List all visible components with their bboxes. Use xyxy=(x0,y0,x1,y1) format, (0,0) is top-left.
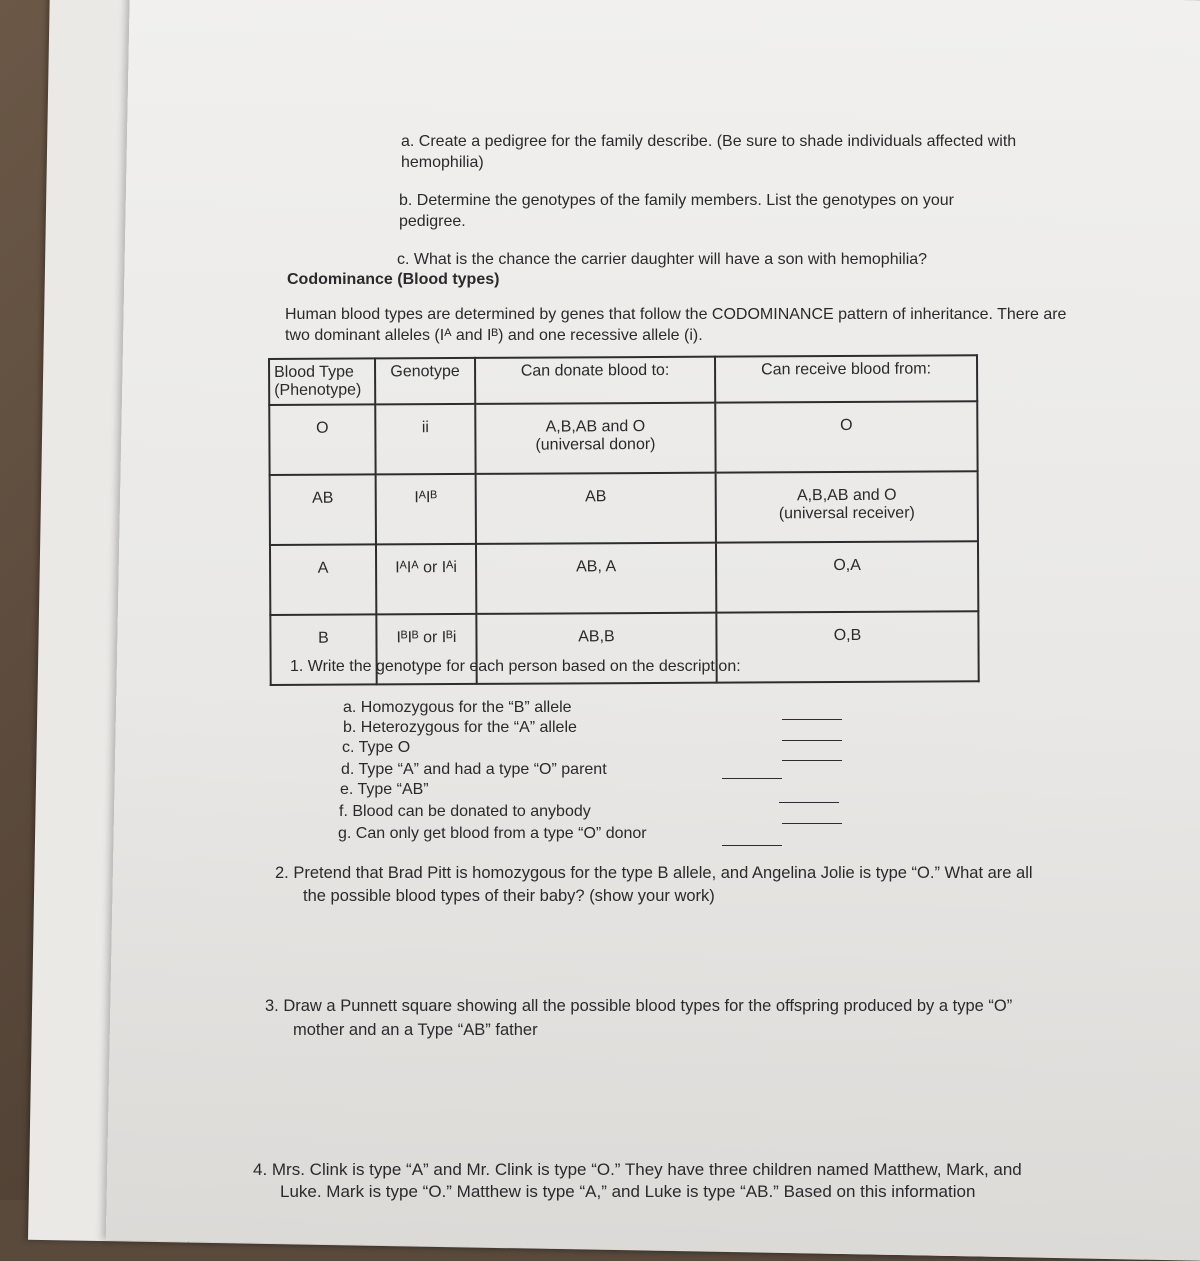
q2-line-2: the possible blood types of their baby? (show your work) xyxy=(303,887,715,905)
header-phenotype xyxy=(269,358,375,405)
donate-value: AB xyxy=(585,488,607,506)
intro-line-1: Human blood types are determined by genes that follow the CODOMINANCE pattern of inheritance. There are xyxy=(285,306,1067,323)
cell-donate xyxy=(475,403,715,474)
q1-item-c: c. Type O xyxy=(342,739,411,756)
cell-donate xyxy=(476,543,716,614)
answer-blank-e[interactable] xyxy=(779,802,839,803)
header-donate: Can donate blood to: xyxy=(475,357,715,404)
header-phenotype-line1: Blood Type xyxy=(274,363,354,381)
q1-item-e: e. Type “AB” xyxy=(340,781,429,798)
cell-type: AB xyxy=(270,474,376,545)
q4-line-2: Luke. Mark is type “O.” Matthew is type “A,” and Luke is type “AB.” Based on this information xyxy=(280,1182,976,1201)
receive-value: O,B xyxy=(833,626,862,645)
question-b-continued: pedigree. xyxy=(399,213,466,230)
cell-type: B xyxy=(270,614,376,685)
q3-line-1: 3. Draw a Punnett square showing all the possible blood types for the offspring produced by a type “O” xyxy=(265,997,1013,1015)
answer-blank-d[interactable] xyxy=(722,778,782,779)
answer-blank-f[interactable] xyxy=(782,823,842,824)
donate-value: AB,B xyxy=(578,628,615,646)
intro-line-2: two dominant alleles (Iᴬ and Iᴮ) and one recessive allele (i). xyxy=(285,327,703,344)
answer-blank-g[interactable] xyxy=(722,845,782,846)
cell-donate xyxy=(476,473,716,544)
q1-item-b: b. Heterozygous for the “A” allele xyxy=(343,719,577,736)
q1-item-g: g. Can only get blood from a type “O” donor xyxy=(338,825,647,842)
cell-receive xyxy=(716,611,978,682)
question-b: b. Determine the genotypes of the family members. List the genotypes on your xyxy=(399,192,954,209)
cell-genotype: IᴬIᴮ xyxy=(376,474,476,545)
donate-value: A,B,AB and O xyxy=(545,418,646,436)
answer-blank-a[interactable] xyxy=(782,719,842,720)
q1-item-a: a. Homozygous for the “B” allele xyxy=(343,699,572,716)
cell-receive xyxy=(715,401,977,472)
table-row xyxy=(270,541,978,615)
question-c: c. What is the chance the carrier daughter will have a son with hemophilia? xyxy=(397,251,928,268)
cell-genotype: IᴬIᴬ or Iᴬi xyxy=(376,544,476,615)
q1-item-d: d. Type “A” and had a type “O” parent xyxy=(341,761,607,778)
answer-blank-c[interactable] xyxy=(782,760,842,761)
section-title: Codominance (Blood types) xyxy=(287,271,500,288)
receive-value: O xyxy=(840,416,853,435)
q1-prompt: 1. Write the genotype for each person based on the description: xyxy=(290,658,741,675)
blood-type-table xyxy=(268,354,980,686)
cell-type: A xyxy=(270,544,376,615)
cell-genotype: ii xyxy=(375,404,475,475)
header-phenotype-line2: (Phenotype) xyxy=(274,381,362,399)
header-genotype: Genotype xyxy=(375,358,475,405)
header-receive: Can receive blood from: xyxy=(715,355,977,402)
question-a: a. Create a pedigree for the family describe. (Be sure to shade individuals affected with xyxy=(401,133,1017,150)
q3-line-2: mother and an a Type “AB” father xyxy=(293,1021,538,1039)
cell-genotype: IᴮIᴮ or Iᴮi xyxy=(376,614,476,685)
answer-blank-b[interactable] xyxy=(782,740,842,741)
receive-value: O,A xyxy=(833,556,861,575)
q4-line-1: 4. Mrs. Clink is type “A” and Mr. Clink is type “O.” They have three children named Matthew, Mark, and xyxy=(253,1160,1022,1179)
cell-receive xyxy=(716,471,978,542)
donate-value: AB, A xyxy=(576,558,617,576)
cell-type: O xyxy=(269,404,375,475)
table-row xyxy=(269,401,977,475)
q1-item-f: f. Blood can be donated to anybody xyxy=(339,803,591,820)
receive-note: (universal receiver) xyxy=(778,504,915,523)
table-row xyxy=(270,471,978,545)
question-a-continued: hemophilia) xyxy=(401,154,484,171)
table-header-row xyxy=(269,355,977,405)
donate-note: (universal donor) xyxy=(535,435,656,454)
q2-line-1: 2. Pretend that Brad Pitt is homozygous for the type B allele, and Angelina Jolie is type “O.” What are all xyxy=(275,864,1033,882)
cell-receive xyxy=(716,541,978,612)
receive-value: A,B,AB and O xyxy=(796,486,897,505)
